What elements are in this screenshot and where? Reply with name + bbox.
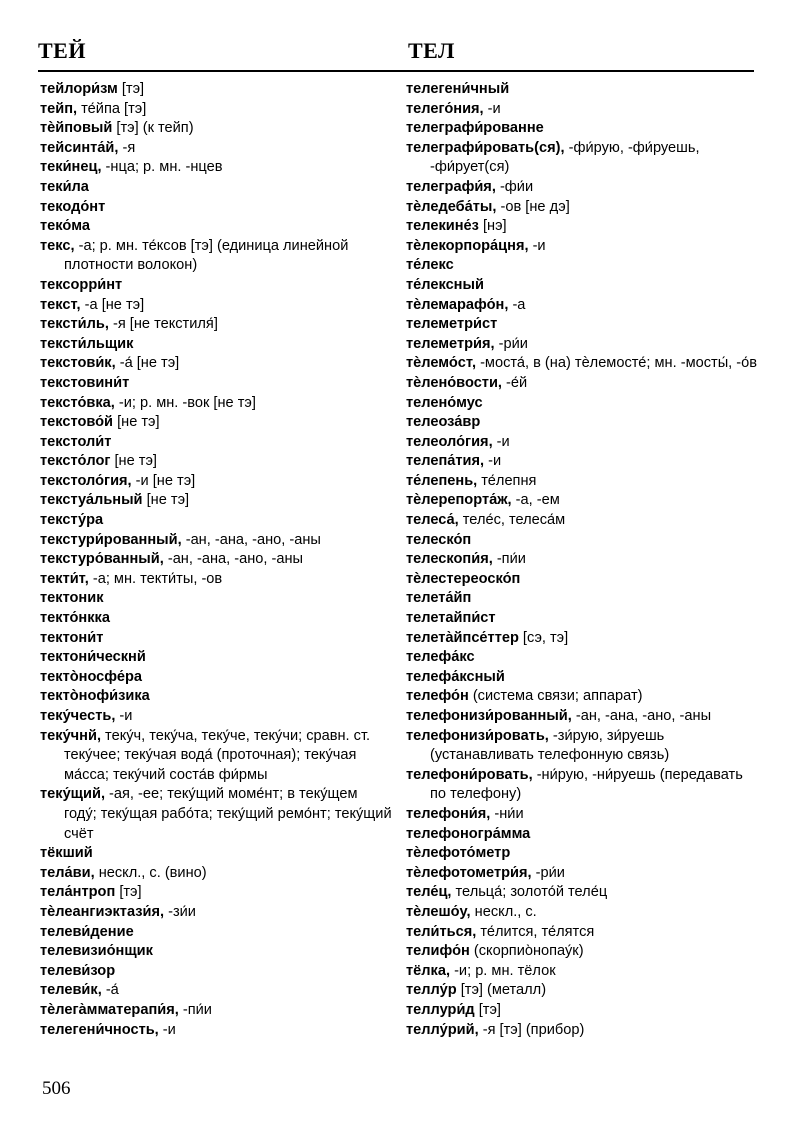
dictionary-entry <box>406 119 758 139</box>
entry-headword: тѐлекорпора́цня, <box>406 237 529 254</box>
entry-definition: -ан, -ана, -ано, -аны <box>571 708 712 724</box>
entry-headword: телетайпи́ст <box>406 610 496 627</box>
entry-headword: текстоли́т <box>40 433 112 450</box>
entry-headword: те́лепень, <box>406 472 478 489</box>
dictionary-entry <box>40 374 392 394</box>
entry-headword: телеви́к, <box>40 982 102 999</box>
entry-definition: -и [не тэ] <box>131 472 196 489</box>
running-head-left: ТЕЙ <box>38 38 86 63</box>
entry-definition: (система связи; аппарат) <box>468 688 643 705</box>
dictionary-entry <box>406 335 758 355</box>
entry-definition: -фи́и <box>495 178 534 195</box>
entry-definition: -и; р. мн. -вок [не тэ] <box>114 394 256 411</box>
dictionary-entry <box>406 198 758 218</box>
dictionary-entry <box>406 394 758 414</box>
entry-headword: теки́нец, <box>40 159 102 176</box>
entry-definition: -а́ [не тэ] <box>115 355 180 372</box>
entry-headword: тѐлешо́у, <box>406 903 471 920</box>
entry-definition: -ов [не дэ] <box>496 198 570 215</box>
entry-definition: [не тэ] <box>142 492 190 509</box>
dictionary-entry <box>40 648 392 668</box>
entry-headword: те́лексный <box>406 276 484 293</box>
entry-definition: [не тэ] <box>113 414 160 431</box>
entry-headword: телескопи́я, <box>406 551 493 568</box>
entry-headword: тексти́ль, <box>40 316 109 333</box>
entry-headword: телета́йп <box>406 590 472 607</box>
entry-headword: текстуро́ванный, <box>40 551 164 568</box>
dictionary-entry <box>40 844 392 864</box>
entry-definition: -ан, -ана, -ано, -аны <box>163 551 304 568</box>
entry-headword: текстови́к, <box>40 355 116 372</box>
dictionary-entry <box>406 668 758 688</box>
entry-headword: тѐйповый <box>40 120 113 137</box>
entry-headword: телефонизи́ровать, <box>406 727 549 744</box>
entry-headword: текстури́рованный, <box>40 531 182 548</box>
entry-headword: теку́щий, <box>40 786 105 803</box>
entry-definition: -зи́и <box>164 903 196 920</box>
entry-headword: текст, <box>40 296 81 313</box>
entry-definition: [тэ] <box>117 81 145 97</box>
entry-headword: телеоза́вр <box>406 414 481 431</box>
entry-headword: телеоло́гия, <box>406 433 493 450</box>
dictionary-entry <box>406 589 758 609</box>
dictionary-entry <box>406 844 758 864</box>
entry-headword: тексто́лог <box>40 453 111 470</box>
entry-definition: -ри́и <box>531 864 565 881</box>
entry-headword: телефони́ровать, <box>406 766 533 783</box>
entry-headword: тексти́льщик <box>40 335 134 352</box>
entry-headword: теллу́рий, <box>406 1021 479 1038</box>
entry-headword: тѐлено́вости, <box>406 374 502 391</box>
entry-headword: тектòнофи́зика <box>40 688 150 705</box>
entry-headword: телеграфи́я, <box>406 178 496 195</box>
dictionary-entry <box>40 727 392 786</box>
entry-definition: те́йпа [тэ] <box>77 100 147 117</box>
entry-headword: тѐлефото́метр <box>406 845 511 862</box>
entry-headword: тектòносфе́ра <box>40 668 143 685</box>
entry-headword: теко́ма <box>40 218 91 235</box>
dictionary-entry <box>406 452 758 472</box>
entry-definition: -а, -ем <box>511 492 560 509</box>
entry-definition: -я [тэ] (прибор) <box>478 1021 585 1038</box>
dictionary-entry <box>40 100 392 120</box>
entry-headword: телеви́дение <box>40 923 134 940</box>
entry-definition: -а [не тэ] <box>80 296 145 313</box>
entry-headword: текстово́й <box>40 414 114 431</box>
entry-definition: те́лепня <box>477 472 537 489</box>
entry-definition: -я [не текстиля́] <box>108 316 218 333</box>
entry-definition: -ни́рую, -ни́руешь (передавать по телефону) <box>430 766 743 803</box>
entry-headword: тѐлефотометри́я, <box>406 864 532 881</box>
entry-headword: тѐледеба́ты, <box>406 198 497 215</box>
dictionary-entry <box>40 707 392 727</box>
entry-headword: тексту́ра <box>40 512 104 529</box>
entry-headword: телевизио́нщик <box>40 943 153 960</box>
entry-headword: теку́честь, <box>40 708 116 724</box>
entry-definition: -а; мн. текти́ты, -ов <box>88 570 223 587</box>
entry-headword: тели́ться, <box>406 923 477 940</box>
entry-definition: [сэ, тэ] <box>518 629 569 646</box>
entry-headword: текстовини́т <box>40 374 130 391</box>
entry-definition: -и <box>492 433 510 450</box>
entry-definition: -и <box>528 237 546 254</box>
dictionary-entry <box>406 825 758 845</box>
dictionary-entry <box>406 472 758 492</box>
entry-headword: тейп, <box>40 100 78 117</box>
dictionary-entry <box>40 962 392 982</box>
dictionary-entry <box>406 276 758 296</box>
dictionary-entry <box>40 354 392 374</box>
entry-definition: -пи́и <box>492 551 526 568</box>
dictionary-entry <box>40 981 392 1001</box>
entry-headword: тѐлемарафо́н, <box>406 296 509 313</box>
dictionary-entry <box>40 864 392 884</box>
dictionary-entry <box>40 413 392 433</box>
right-column <box>406 80 758 1040</box>
dictionary-entry <box>40 158 392 178</box>
entry-headword: телепа́тия, <box>406 453 485 470</box>
header-rule <box>38 70 754 72</box>
entry-definition: -а́ <box>101 982 119 999</box>
dictionary-entry <box>40 394 392 414</box>
entry-definition: нескл., с. <box>470 903 537 920</box>
entry-headword: тектоник <box>40 590 104 607</box>
entry-headword: тѐлемо́ст, <box>406 355 477 372</box>
entry-headword: телего́ния, <box>406 100 484 117</box>
entry-definition: [тэ] (металл) <box>456 982 547 999</box>
entry-headword: теллу́р <box>406 982 457 999</box>
entry-headword: теки́ла <box>40 178 89 195</box>
entry-definition: -я <box>118 139 136 156</box>
entry-headword: телеви́зор <box>40 962 116 979</box>
dictionary-entry <box>40 119 392 139</box>
entry-definition: -зи́рую, зи́руешь (устанавливать телефонную связь) <box>430 727 670 764</box>
dictionary-entry <box>40 942 392 962</box>
dictionary-entry <box>406 374 758 394</box>
entry-definition: -и <box>483 100 501 117</box>
dictionary-entry <box>40 472 392 492</box>
dictionary-entry <box>406 100 758 120</box>
dictionary-entry <box>406 805 758 825</box>
dictionary-entry <box>40 198 392 218</box>
dictionary-entry <box>406 766 758 805</box>
dictionary-entry <box>406 296 758 316</box>
entry-headword: тѐлерепорта́ж, <box>406 492 512 509</box>
entry-headword: телекине́з <box>406 218 479 235</box>
entry-headword: телеметри́я, <box>406 335 495 352</box>
entry-definition: -моста́, в (на) тѐлемосте́; мн. -мосты́, -о́в <box>476 355 758 372</box>
entry-definition: теле́с, телеса́м <box>458 512 566 529</box>
dictionary-entry <box>40 139 392 159</box>
dictionary-entry <box>40 589 392 609</box>
dictionary-entry <box>406 981 758 1001</box>
entry-definition: -и <box>115 708 133 724</box>
dictionary-entry <box>406 1021 758 1041</box>
entry-headword: телифо́н <box>406 943 470 960</box>
entry-headword: текти́т, <box>40 570 89 587</box>
dictionary-entry <box>40 1021 392 1041</box>
entry-headword: тексто́вка, <box>40 394 115 411</box>
entry-headword: телеграфи́рованне <box>406 120 544 137</box>
entry-headword: теле́ц, <box>406 884 452 901</box>
entry-headword: телефо́н <box>406 688 469 705</box>
dictionary-entry <box>406 315 758 335</box>
entry-headword: тѐлеангиэктази́я, <box>40 903 165 920</box>
dictionary-entry <box>40 217 392 237</box>
dictionary-entry <box>40 570 392 590</box>
dictionary-entry <box>406 707 758 727</box>
dictionary-entry <box>406 237 758 257</box>
dictionary-entry <box>40 687 392 707</box>
dictionary-entry <box>40 550 392 570</box>
entry-definition: -ни́и <box>490 805 524 822</box>
entry-definition: (скорпио̀нопау́к) <box>469 943 584 960</box>
dictionary-entry <box>40 237 392 276</box>
entry-headword: тѐлестереоско́п <box>406 570 521 587</box>
dictionary-entry <box>406 531 758 551</box>
dictionary-entry <box>406 178 758 198</box>
dictionary-entry <box>40 178 392 198</box>
entry-headword: телефа́кс <box>406 649 475 666</box>
entry-definition: [тэ] <box>115 884 142 901</box>
dictionary-entry <box>406 609 758 629</box>
entry-definition: -ри́и <box>494 335 528 352</box>
entry-definition: -ан, -ана, -ано, -аны <box>181 531 321 548</box>
entry-headword: тектони́т <box>40 629 104 646</box>
dictionary-entry <box>406 570 758 590</box>
entry-definition: нескл., с. (вино) <box>94 864 207 881</box>
dictionary-entry <box>406 491 758 511</box>
entry-definition: -и; р. мн. тёлок <box>450 962 556 979</box>
entry-headword: телефони́я, <box>406 805 491 822</box>
entry-headword: телефа́ксный <box>406 668 505 685</box>
entry-headword: телеграфи́ровать(ся), <box>406 139 565 156</box>
dictionary-entry <box>406 550 758 570</box>
entry-headword: тѐлега̀мматерапи́я, <box>40 1001 179 1018</box>
entry-definition: -нца; р. мн. -нцев <box>101 159 223 176</box>
dictionary-entry <box>406 648 758 668</box>
dictionary-entry <box>40 433 392 453</box>
dictionary-entry <box>40 629 392 649</box>
entry-headword: теллури́д <box>406 1001 475 1018</box>
dictionary-entry <box>40 883 392 903</box>
entry-headword: тёлка, <box>406 962 451 979</box>
dictionary-entry <box>40 609 392 629</box>
dictionary-entry <box>406 962 758 982</box>
entry-headword: тексоpри́нт <box>40 276 123 293</box>
entry-headword: текодо́нт <box>40 198 106 215</box>
entry-headword: тела́ви, <box>40 864 95 881</box>
entry-headword: тела́нтроп <box>40 884 116 901</box>
entry-definition: [тэ] (к тейп) <box>112 120 194 137</box>
dictionary-entry <box>40 276 392 296</box>
dictionary-entry <box>406 217 758 237</box>
dictionary-entry <box>40 491 392 511</box>
entry-definition: -а <box>508 296 526 313</box>
entry-headword: тёкший <box>40 845 93 862</box>
dictionary-entry <box>40 452 392 472</box>
dictionary-entry <box>406 883 758 903</box>
entry-definition: -фи́рую, -фи́руешь, -фи́рует(ся) <box>430 139 700 176</box>
dictionary-entry <box>406 923 758 943</box>
entry-definition: -и <box>158 1021 176 1038</box>
dictionary-entry <box>40 511 392 531</box>
entry-definition: [не тэ] <box>110 453 157 470</box>
entry-definition: тельца́; золото́й теле́ц <box>451 884 608 901</box>
dictionary-entry <box>406 413 758 433</box>
dictionary-entry <box>406 629 758 649</box>
dictionary-entry <box>406 256 758 276</box>
page-number: 506 <box>42 1078 71 1099</box>
entry-headword: телегени́чный <box>406 81 510 97</box>
dictionary-entry <box>406 864 758 884</box>
entry-definition: теку́ч, теку́ча, теку́че, теку́чи; сравн. ст. теку́чее; теку́чая вода́ (проточная); теку́чая ма́сса; теку́чий соста́в фи́рмы <box>64 727 371 783</box>
entry-definition: -ая, -ее; теку́щий моме́нт; в теку́щем году́; теку́щая рабо́та; теку́щий ремо́нт; теку́щий счёт <box>64 786 392 842</box>
entry-headword: телеметри́ст <box>406 316 498 333</box>
entry-headword: текто́нкка <box>40 610 110 627</box>
dictionary-entry <box>406 1001 758 1021</box>
entry-definition: -е́й <box>501 374 528 391</box>
dictionary-entry <box>40 923 392 943</box>
dictionary-entry <box>40 80 392 100</box>
dictionary-entry <box>406 727 758 766</box>
dictionary-entry <box>406 433 758 453</box>
dictionary-entry <box>40 785 392 844</box>
left-column <box>40 80 392 1040</box>
entry-definition: [тэ] <box>474 1001 501 1018</box>
entry-definition: -и <box>484 453 502 470</box>
dictionary-entry <box>406 942 758 962</box>
entry-headword: текстоло́гия, <box>40 472 132 489</box>
entry-headword: телегени́чность, <box>40 1021 159 1038</box>
dictionary-entry <box>406 139 758 178</box>
entry-definition: -пи́и <box>178 1001 212 1018</box>
dictionary-entry <box>406 80 758 100</box>
page-header <box>38 38 754 74</box>
entry-headword: тейсинта́й, <box>40 139 119 156</box>
entry-headword: телеско́п <box>406 531 472 548</box>
entry-headword: телефонизи́рованный, <box>406 708 572 724</box>
entry-headword: тектони́ческнй <box>40 649 146 666</box>
dictionary-entry <box>40 315 392 335</box>
dictionary-entry <box>406 903 758 923</box>
entry-headword: тейлори́зм <box>40 81 118 97</box>
running-head-right: ТЕЛ <box>408 38 455 63</box>
entry-headword: текстуа́льный <box>40 492 143 509</box>
entry-definition: -а; р. мн. те́ксов [тэ] (единица линейной плотности волокон) <box>64 237 349 274</box>
dictionary-entry <box>40 903 392 923</box>
entry-headword: телефоногра́мма <box>406 825 531 842</box>
entry-definition: те́лится, те́лятся <box>476 923 595 940</box>
entry-headword: текс, <box>40 237 75 254</box>
entry-headword: теку́чнй, <box>40 727 101 744</box>
dictionary-entry <box>406 687 758 707</box>
entry-headword: те́лекс <box>406 257 454 274</box>
dictionary-entry <box>406 354 758 374</box>
dictionary-entry <box>40 335 392 355</box>
dictionary-entry <box>40 296 392 316</box>
entry-headword: телеса́, <box>406 512 459 529</box>
dictionary-entry <box>40 668 392 688</box>
dictionary-entry <box>406 511 758 531</box>
dictionary-entry <box>40 1001 392 1021</box>
entry-headword: телено́мус <box>406 394 483 411</box>
entry-definition: [нэ] <box>478 218 507 235</box>
entry-headword: телета̀йпсе́ттер <box>406 629 519 646</box>
dictionary-entry <box>40 531 392 551</box>
